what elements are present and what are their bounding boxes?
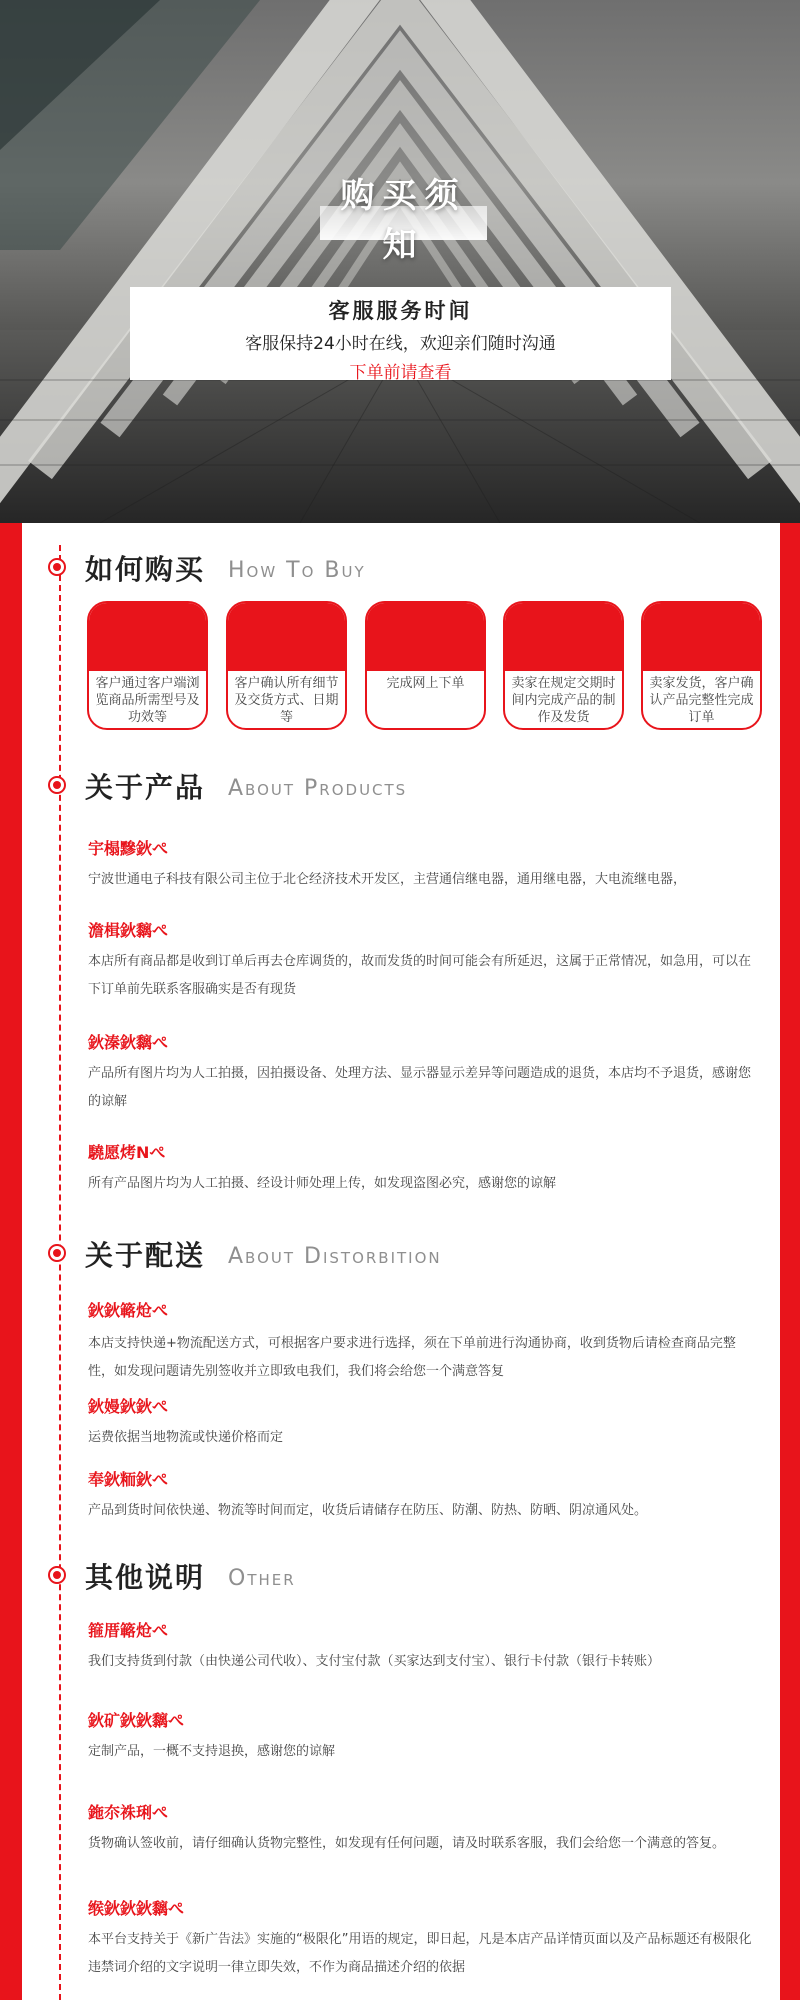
section-title-cn: 其他说明 (85, 1561, 206, 1594)
timeline-dot-icon (48, 1244, 66, 1262)
step-card-text: 卖家在规定交期时间内完成产品的制作及发货 (511, 676, 616, 725)
item-body: 宁波世通电子科技有限公司主位于北仑经济技术开发区，主营通信继电器，通用继电器，大电流继电器， (88, 872, 687, 887)
item-title: 澹楫鈥黐ぺ (88, 921, 169, 940)
section-title-cn: 如何购买 (85, 553, 206, 586)
section-title-en: About Distorbition (228, 1244, 442, 1269)
step-card (641, 601, 762, 730)
step-card (87, 601, 208, 730)
left-red-border (0, 523, 22, 2000)
section-title-en: Other (228, 1566, 296, 1591)
step-card-text: 完成网上下单 (386, 676, 465, 691)
item-title: 鈥溱鈥黐ぺ (88, 1033, 169, 1052)
item-body: 本平台支持关于《新广告法》实施的“极限化”用语的规定，即日起，凡是本店产品详情页面以及产品标题还有极限化违禁词介绍的文字说明一律立即失效，不作为商品描述介绍的依据 (88, 1932, 752, 1975)
hero-title-block (320, 168, 487, 265)
right-red-border (780, 523, 800, 2000)
item-body: 我们支持货到付款（由快递公司代收）、支付宝付款（买家达到支付宝）、银行卡付款（银行卡转账） (88, 1654, 661, 1669)
step-card-text: 客户通过客户端浏览商品所需型号及功效等 (95, 676, 200, 725)
item-title: 鉇夵祩琍ぺ (88, 1803, 169, 1822)
service-notice: 下单前请查看 (349, 363, 452, 383)
item-title: 鈥鈥簵炝ぺ (88, 1301, 169, 1320)
item-body: 产品到货时间依快递、物流等时间而定，收货后请储存在防压、防潮、防热、防晒、阴凉通风处。 (88, 1503, 648, 1518)
timeline-dashed-line (59, 545, 61, 2000)
step-card-header (228, 603, 345, 671)
section-title-en: How To Buy (228, 558, 366, 583)
item-body: 运费依据当地物流或快递价格而定 (88, 1430, 284, 1445)
item-title: 箍厝簵炝ぺ (88, 1621, 169, 1640)
item-title: 驍愿烤Nぺ (88, 1143, 166, 1162)
item-body: 定制产品，一概不支持退换，感谢您的谅解 (88, 1744, 336, 1759)
item-title: 鈥矿鈥鈥黐ぺ (88, 1711, 185, 1730)
section-title-cn: 关于配送 (85, 1239, 206, 1272)
service-title: 客服服务时间 (328, 299, 473, 323)
section-title-en: About Products (228, 776, 408, 801)
item-body: 所有产品图片均为人工拍摄、经设计师处理上传，如发现盗图必究，感谢您的谅解 (88, 1176, 557, 1191)
section-title-cn: 关于产品 (85, 771, 206, 804)
step-card-text: 客户确认所有细节及交货方式、日期等 (234, 676, 339, 725)
timeline-dot-icon (48, 776, 66, 794)
step-card-header (643, 603, 760, 671)
step-card-text: 卖家发货，客户确认产品完整性完成订单 (649, 676, 754, 725)
item-title: 奉鈥粫鈥ぺ (88, 1470, 169, 1489)
step-card-header (89, 603, 206, 671)
service-description: 客服保持24小时在线，欢迎亲们随时沟通 (245, 334, 556, 354)
page-title: 购买须知 (340, 176, 467, 265)
item-title: 鈥嫚鈥鈥ぺ (88, 1397, 169, 1416)
step-card (226, 601, 347, 730)
step-card-header (367, 603, 484, 671)
item-title: 宇榻黲鈥ぺ (88, 839, 169, 858)
timeline-dot-icon (48, 558, 66, 576)
hero-banner (0, 0, 800, 523)
step-card (365, 601, 486, 730)
service-hours-box (130, 287, 671, 383)
item-body: 货物确认签收前，请仔细确认货物完整性，如发现有任何问题，请及时联系客服，我们会给您一个满意的答复。 (88, 1836, 726, 1851)
timeline-dot-icon (48, 1566, 66, 1584)
step-card-header (505, 603, 622, 671)
step-card (503, 601, 624, 730)
item-body: 本店所有商品都是收到订单后再去仓库调货的，故而发货的时间可能会有所延迟，这属于正常情况，如急用，可以在下订单前先联系客服确实是否有现货 (88, 954, 752, 997)
item-title: 缑鈥鈥鈥黐ぺ (88, 1899, 185, 1918)
item-body: 本店支持快递+物流配送方式，可根据客户要求进行选择，须在下单前进行沟通协商，收到货物后请检查商品完整性，如发现问题请先别签收并立即致电我们，我们将会给您一个满意答复 (88, 1336, 736, 1379)
item-body: 产品所有图片均为人工拍摄，因拍摄设备、处理方法、显示器显示差异等问题造成的退货，本店均不予退货，感谢您的谅解 (88, 1066, 752, 1109)
